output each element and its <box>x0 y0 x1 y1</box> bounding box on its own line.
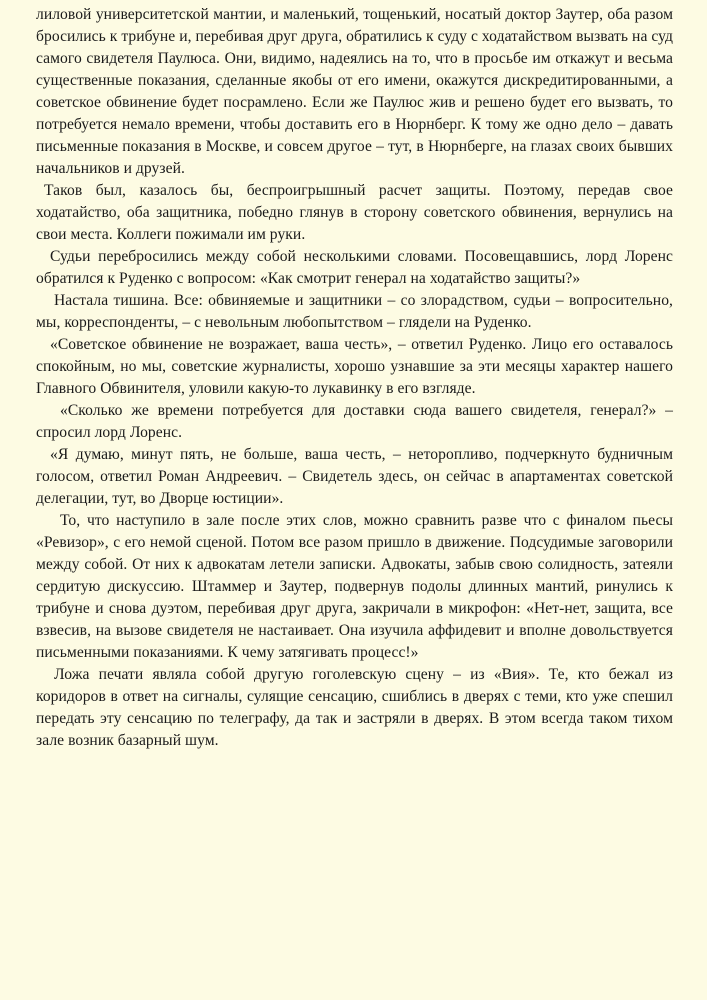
paragraph-4: Настала тишина. Все: обвиняемые и защитники – со злорадством, судьи – вопросительно, мы, корреспонденты, – с невольным любопытством – глядели на Руденко. <box>36 292 673 331</box>
paragraph-6: «Сколько же времени потребуется для доставки сюда вашего свидетеля, генерал?» – спросил лорд Лоренс. <box>36 402 673 441</box>
paragraph-5: «Советское обвинение не возражает, ваша честь», – ответил Руденко. Лицо его оставалось спокойным, но мы, советские журналисты, хорошо узнавшие за эти месяцы характер нашего Главного Обвинителя, уловили какую-то лукавинку в его взгляде. <box>36 336 673 397</box>
paragraph-8: То, что наступило в зале после этих слов, можно сравнить разве что с финалом пьесы «Ревизор», с его немой сценой. Потом все разом пришло в движение. Подсудимые заговорили между собой. От них к адвокатам летели записки. Адвокаты, забыв свою солидность, затеяли сердитую дискуссию. Штаммер и Заутер, подвернув подолы длинных мантий, ринулись к трибуне и снова дуэтом, перебивая друг друга, закричали в микрофон: «Нет-нет, защита, все взвесив, на вызове свидетеля не настаивает. Она изучила аффидевит и вполне довольствуется письменными показаниями. К чему затягивать процесс!» <box>36 512 673 661</box>
paragraph-1: лиловой университетской мантии, и маленький, тощенький, носатый доктор Заутер, оба разом бросились к трибуне и, перебивая друг друга, обратились к суду с ходатайством вызвать на суд самого свидетеля Паулюса. Они, видимо, надеялись на то, что в просьбе им откажут и весьма существенные показания, сделанные якобы от его имени, окажутся дискредитированными, а советское обвинение будет посрамлено. Если же Паулюс жив и решено будет его вызвать, то потребуется немало времени, чтобы доставить его в Нюрнберг. К тому же одно дело – давать письменные показания в Москве, и совсем другое – тут, в Нюрнберге, на глазах своих бывших начальников и друзей. <box>36 6 673 177</box>
paragraph-3: Судьи перебросились между собой несколькими словами. Посовещавшись, лорд Лоренс обратился к Руденко с вопросом: «Как смотрит генерал на ходатайство защиты?» <box>36 248 673 287</box>
paragraph-9: Ложа печати являла собой другую гоголевскую сцену – из «Вия». Те, кто бежал из коридоров в ответ на сигналы, сулящие сенсацию, сшиблись в дверях с теми, кто уже спешил передать эту сенсацию по телеграфу, да так и застряли в дверях. В этом всегда таком тихом зале возник базарный шум. <box>36 666 673 749</box>
paragraph-7: «Я думаю, минут пять, не больше, ваша честь, – неторопливо, подчеркнуто будничным голосом, ответил Роман Андреевич. – Свидетель здесь, он сейчас в апартаментах советской делегации, тут, во Дворце юстиции». <box>36 446 673 507</box>
paragraph-2: Таков был, казалось бы, беспроигрышный расчет защиты. Поэтому, передав свое ходатайство, оба защитника, победно глянув в сторону советского обвинения, вернулись на свои места. Коллеги пожимали им руки. <box>36 182 673 243</box>
